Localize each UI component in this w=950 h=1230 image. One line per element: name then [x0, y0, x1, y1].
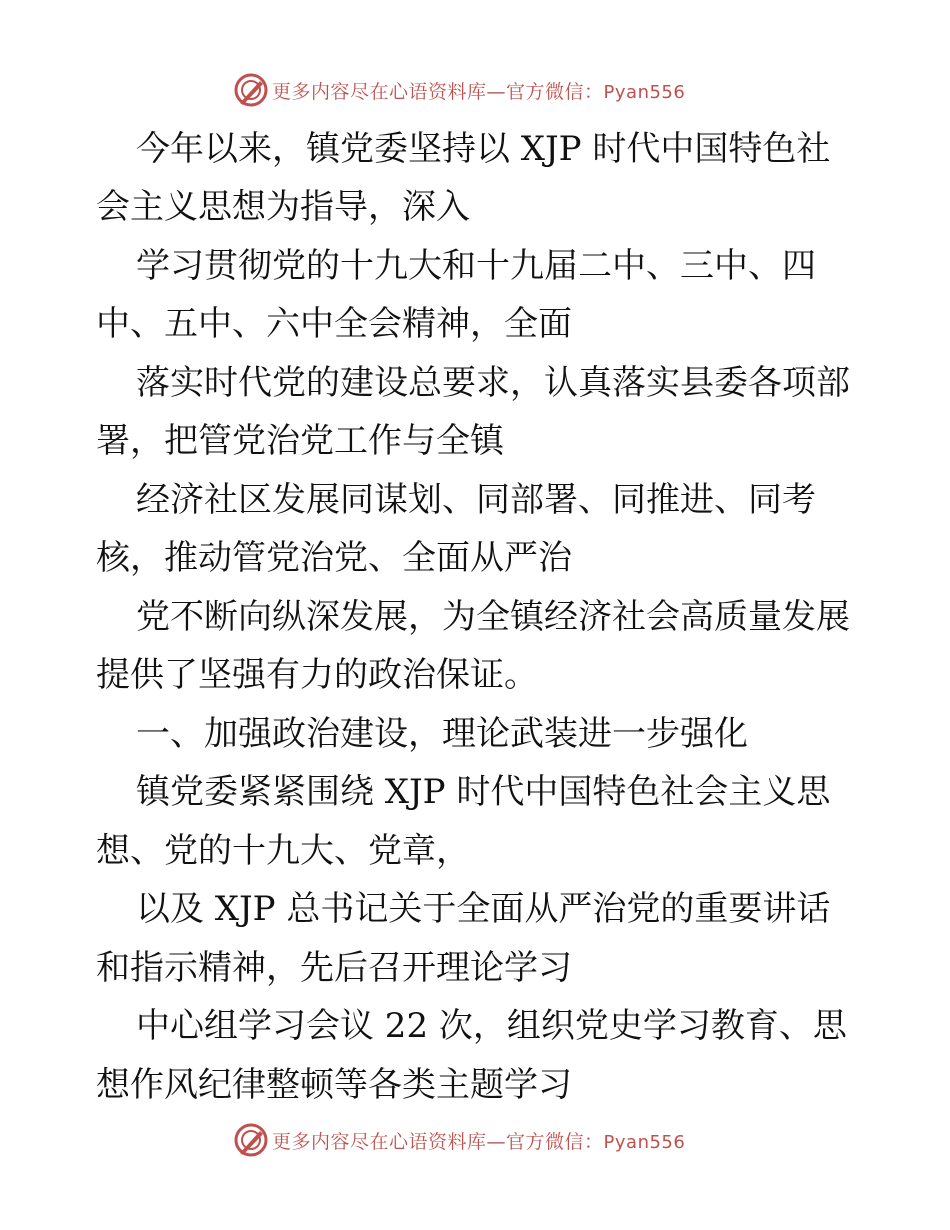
body-line: 落实时代党的建设总要求，认真落实县委各项部 — [136, 363, 850, 403]
body-line: 今年以来，镇党委坚持以 XJP 时代中国特色社 — [136, 129, 831, 169]
pen-logo-icon — [234, 73, 268, 107]
body-line: 提供了坚强有力的政治保证。 — [96, 655, 538, 695]
banner-text — [272, 1127, 685, 1154]
body-line: 想作风纪律整顿等各类主题学习 — [96, 1065, 572, 1105]
body-line: 核，推动管党治党、全面从严治 — [96, 538, 572, 578]
body-line: 和指示精神，先后召开理论学习 — [96, 948, 572, 988]
banner-dash: — — [486, 80, 507, 103]
footer-watermark — [234, 1123, 685, 1157]
banner-wechat-id: Pyan556 — [603, 1131, 686, 1153]
body-line: 学习贯彻党的十九大和十九届二中、三中、四 — [136, 246, 816, 286]
banner-promo: 更多内容尽在心语资料库 — [272, 1130, 487, 1153]
body-line: 以及 XJP 总书记关于全面从严治党的重要讲话 — [136, 889, 831, 929]
body-line: 想、党的十九大、党章， — [96, 831, 470, 871]
banner-label: 官方微信： — [506, 1130, 604, 1153]
body-line: 中心组学习会议 22 次，组织党史学习教育、思 — [136, 1006, 847, 1046]
pen-logo-icon — [234, 1123, 268, 1157]
banner-wechat-id: Pyan556 — [603, 81, 686, 103]
body-line: 署，把管党治党工作与全镇 — [96, 421, 504, 461]
body-line: 党不断向纵深发展，为全镇经济社会高质量发展 — [136, 597, 850, 637]
header-watermark — [234, 73, 685, 107]
banner-promo: 更多内容尽在心语资料库 — [272, 80, 487, 103]
body-line: 经济社区发展同谋划、同部署、同推进、同考 — [136, 480, 816, 520]
section-heading: 一、加强政治建设，理论武装进一步强化 — [136, 714, 748, 754]
banner-text — [272, 77, 685, 104]
banner-dash: — — [486, 1130, 507, 1153]
banner-label: 官方微信： — [506, 80, 604, 103]
body-line: 镇党委紧紧围绕 XJP 时代中国特色社会主义思 — [136, 772, 831, 812]
body-line: 会主义思想为指导，深入 — [96, 187, 470, 227]
body-line: 中、五中、六中全会精神，全面 — [96, 304, 572, 344]
